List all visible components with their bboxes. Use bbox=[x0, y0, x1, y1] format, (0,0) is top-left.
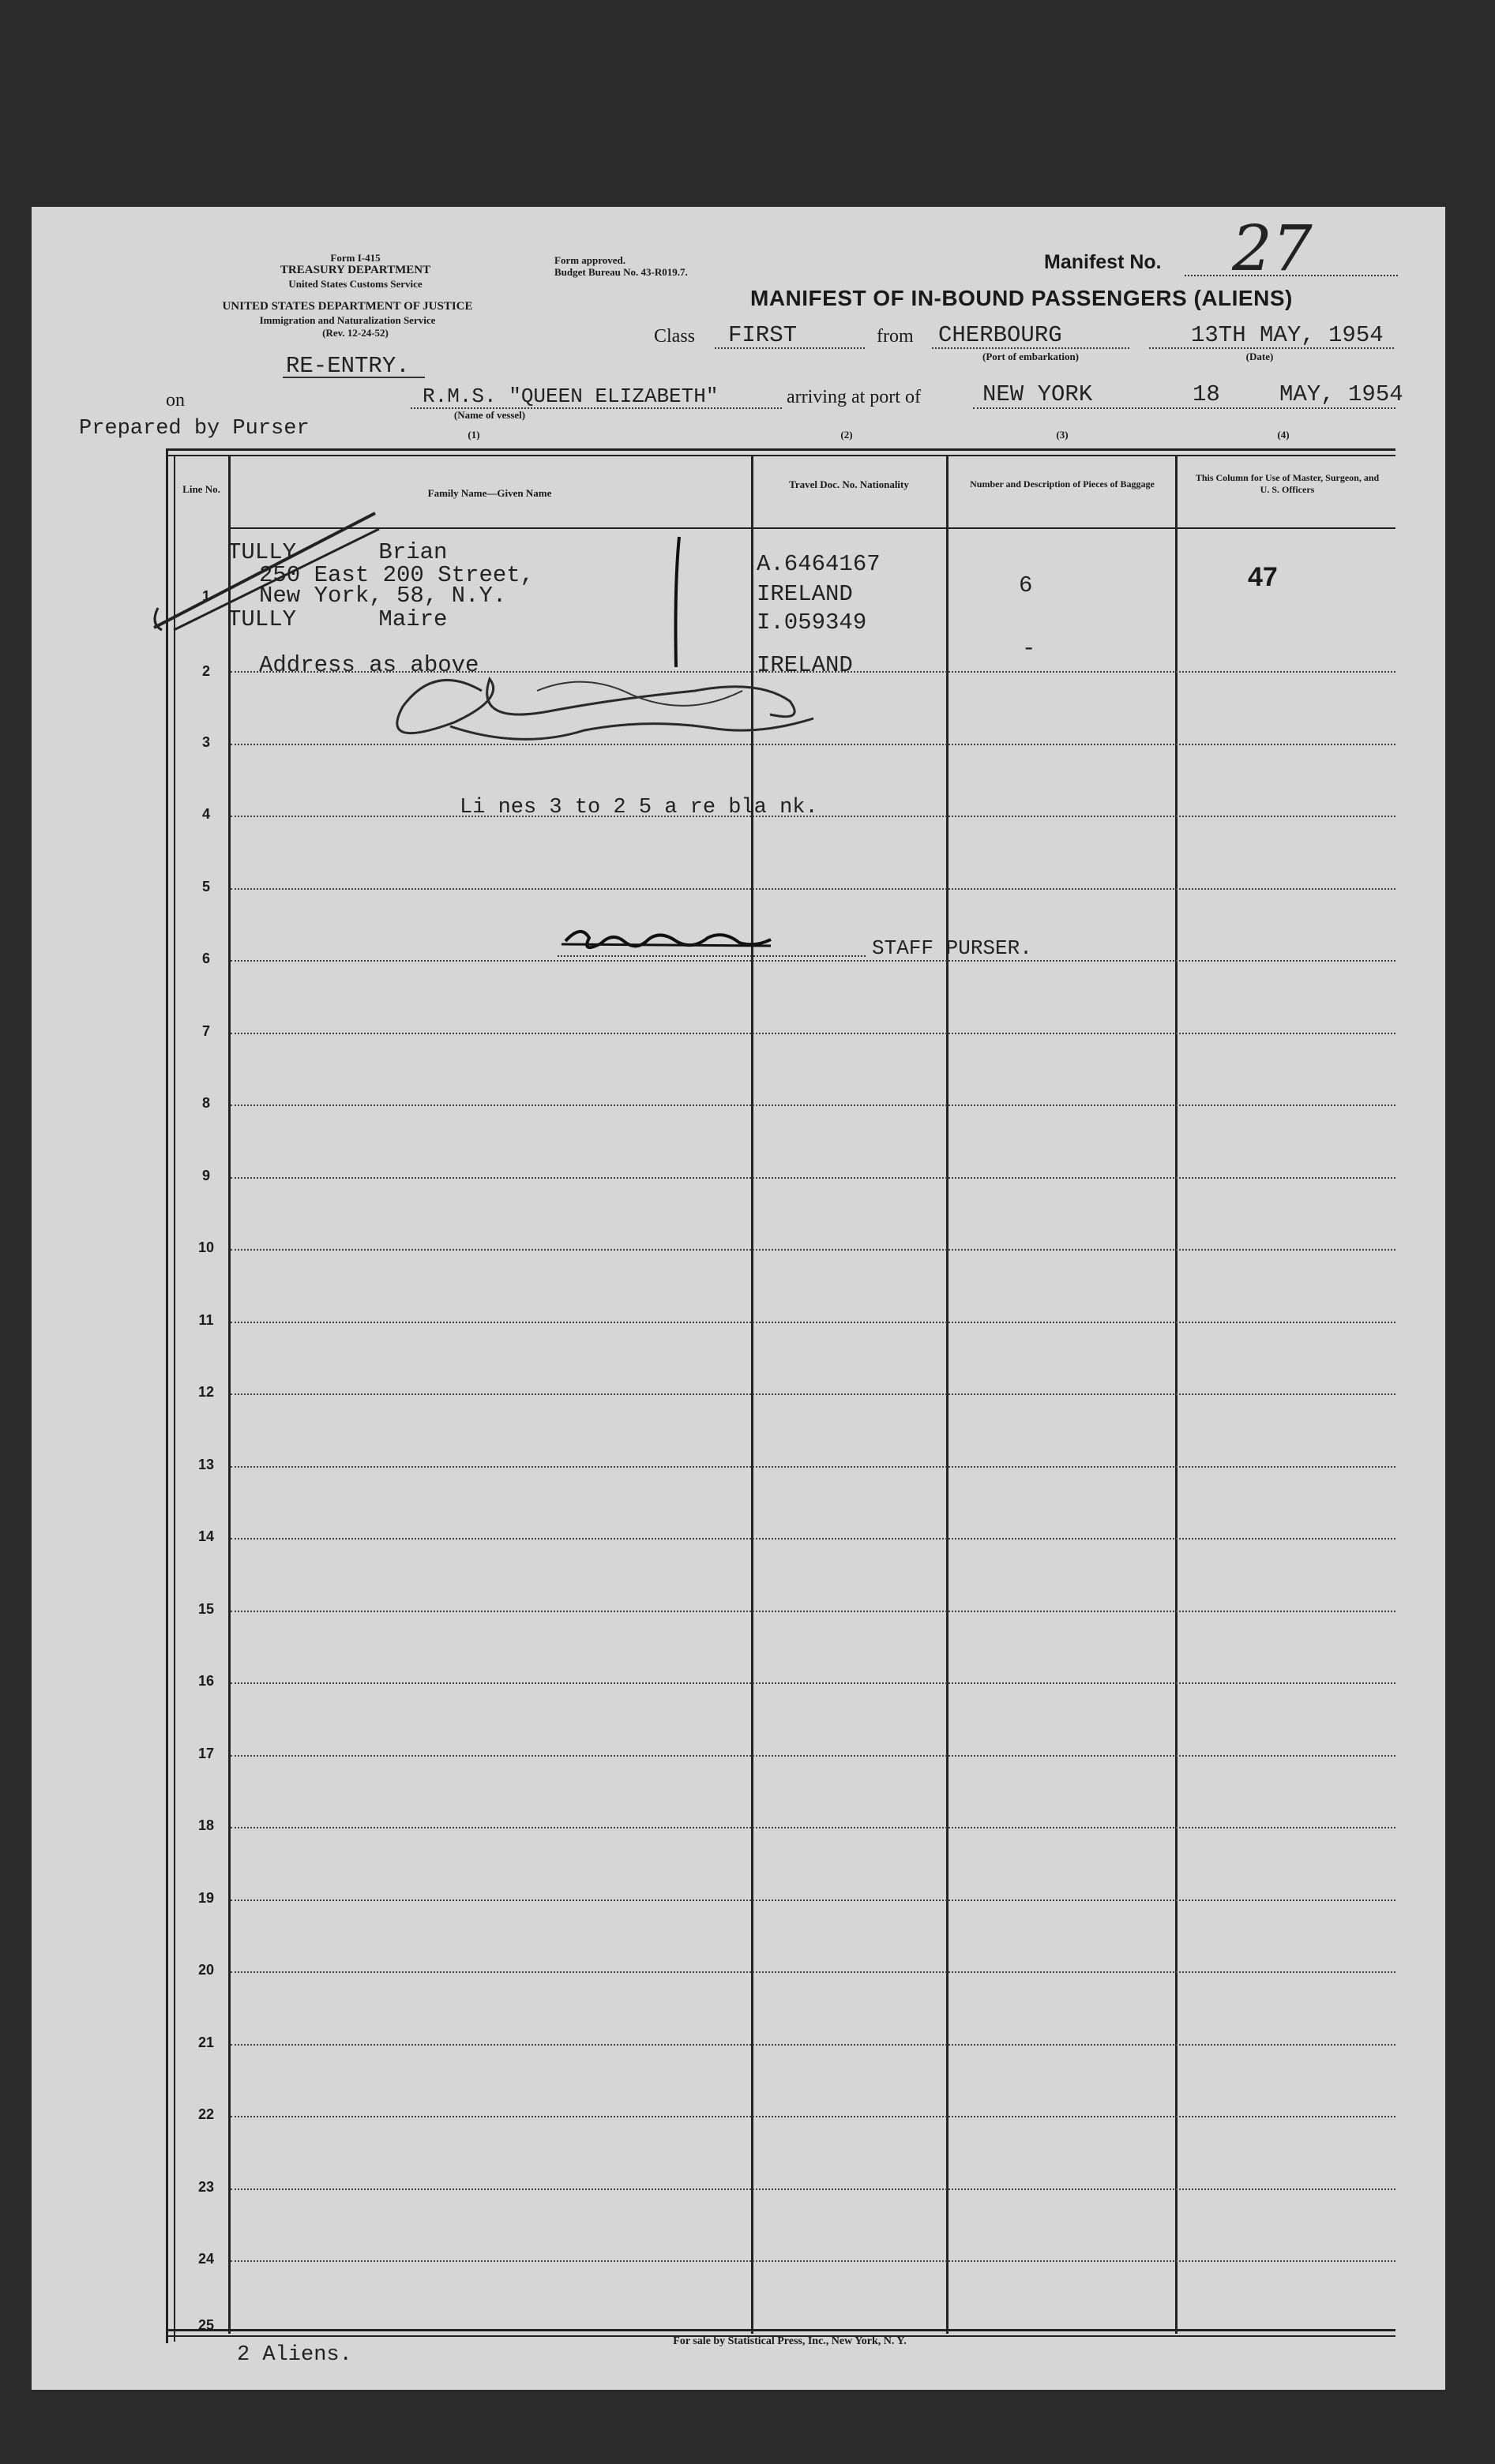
line-number: 6 bbox=[201, 951, 210, 966]
entry-2-address: Address as above bbox=[259, 652, 479, 678]
budget-bureau: Budget Bureau No. 43-R019.7. bbox=[554, 266, 688, 278]
port-embark-caption: (Port of embarkation) bbox=[982, 351, 1080, 362]
entry-1-address-line-1: 250 East 200 Street, bbox=[259, 562, 535, 588]
arrival-port: NEW YORK bbox=[982, 381, 1093, 407]
line-number: 15 bbox=[197, 1601, 215, 1617]
class-label: Class bbox=[654, 326, 696, 347]
line-number: 20 bbox=[197, 1962, 215, 1978]
manifest-number: 27 bbox=[1232, 212, 1313, 285]
entry-2-nationality: IRELAND bbox=[757, 652, 853, 678]
class-value: FIRST bbox=[728, 322, 798, 348]
line-number: 19 bbox=[197, 1890, 215, 1906]
entry-2-baggage: - bbox=[1022, 636, 1036, 662]
entry-1-name: TULLY Brian bbox=[227, 539, 448, 565]
line-number: 9 bbox=[201, 1168, 210, 1183]
header-travel-doc: Travel Doc. No. Nationality bbox=[789, 478, 909, 490]
staff-purser-title: STAFF PURSER. bbox=[872, 936, 1032, 960]
arriving-label: arriving at port of bbox=[787, 387, 921, 407]
line-number: 16 bbox=[197, 1673, 215, 1689]
revision-date: (Rev. 12-24-52) bbox=[322, 327, 389, 339]
header-name: Family Name—Given Name bbox=[427, 487, 552, 499]
entry-1-address-line-2: New York, 58, N.Y. bbox=[259, 583, 507, 609]
entry-2-name: TULLY Maire bbox=[227, 606, 448, 632]
naturalization-service: Immigration and Naturalization Service bbox=[259, 314, 436, 326]
vessel-caption: (Name of vessel) bbox=[453, 409, 526, 421]
port-of-embarkation: CHERBOURG bbox=[938, 322, 1062, 348]
page-title: MANIFEST OF IN-BOUND PASSENGERS (ALIENS) bbox=[750, 286, 1293, 310]
column-number-1: (1) bbox=[468, 429, 480, 441]
line-number: 21 bbox=[197, 2035, 215, 2050]
re-entry-note: RE-ENTRY. bbox=[286, 353, 410, 379]
date-caption: (Date) bbox=[1245, 351, 1274, 362]
line-number: 4 bbox=[201, 806, 210, 822]
column-number-2: (2) bbox=[840, 429, 853, 441]
form-number: Form I-415 bbox=[330, 252, 381, 264]
line-number: 10 bbox=[197, 1240, 215, 1255]
line-number: 11 bbox=[198, 1312, 214, 1328]
treasury-dept: TREASURY DEPARTMENT bbox=[280, 264, 431, 276]
handwritten-strikes bbox=[142, 489, 971, 805]
line-number: 3 bbox=[201, 734, 210, 750]
line-number: 22 bbox=[197, 2106, 215, 2122]
entry-1-baggage: 6 bbox=[1019, 572, 1033, 598]
customs-service: United States Customs Service bbox=[288, 278, 423, 290]
line-number: 14 bbox=[197, 1528, 215, 1544]
manifest-no-label: Manifest No. bbox=[1044, 251, 1162, 273]
entry-1-nationality: IRELAND bbox=[757, 581, 853, 607]
line-number: 24 bbox=[197, 2251, 215, 2267]
line-number: 17 bbox=[197, 1746, 215, 1761]
line-number: 12 bbox=[197, 1384, 215, 1400]
line-number: 5 bbox=[201, 879, 210, 894]
column-number-4: (4) bbox=[1277, 429, 1290, 441]
on-label: on bbox=[166, 390, 185, 411]
entry-1-travel-doc: A.6464167 bbox=[757, 551, 881, 577]
line-number: 8 bbox=[201, 1095, 210, 1111]
embarkation-date: 13TH MAY, 1954 bbox=[1191, 322, 1384, 348]
entry-2-travel-doc: I.059349 bbox=[757, 609, 867, 636]
header-officers: This Column for Use of Master, Surgeon, and U. S. Officers bbox=[1195, 472, 1380, 495]
column-number-3: (3) bbox=[1056, 429, 1069, 441]
line-number: 1 bbox=[201, 588, 210, 604]
line-number: 2 bbox=[201, 663, 210, 679]
arrival-day: 18 bbox=[1193, 381, 1220, 407]
vessel-name: R.M.S. "QUEEN ELIZABETH" bbox=[423, 384, 719, 408]
entry-1-officer-mark: 47 bbox=[1248, 562, 1278, 592]
line-number: 18 bbox=[197, 1817, 215, 1833]
aliens-count: 2 Aliens. bbox=[237, 2343, 352, 2367]
justice-dept: UNITED STATES DEPARTMENT OF JUSTICE bbox=[222, 300, 473, 313]
line-number: 23 bbox=[197, 2179, 215, 2195]
header-line-no: Line No. bbox=[182, 483, 220, 495]
line-number: 25 bbox=[197, 2317, 215, 2333]
blank-lines-note: Li nes 3 to 2 5 a re bla nk. bbox=[460, 796, 818, 819]
prepared-by: Prepared by Purser bbox=[79, 417, 310, 441]
from-label: from bbox=[877, 326, 914, 347]
line-number: 7 bbox=[201, 1023, 210, 1039]
line-number: 13 bbox=[197, 1457, 215, 1472]
form-approved: Form approved. bbox=[554, 254, 626, 266]
printer-note: For sale by Statistical Press, Inc., New York, N. Y. bbox=[673, 2335, 907, 2347]
arrival-month-year: MAY, 1954 bbox=[1279, 381, 1403, 407]
header-baggage: Number and Description of Pieces of Baggage bbox=[970, 478, 1155, 489]
